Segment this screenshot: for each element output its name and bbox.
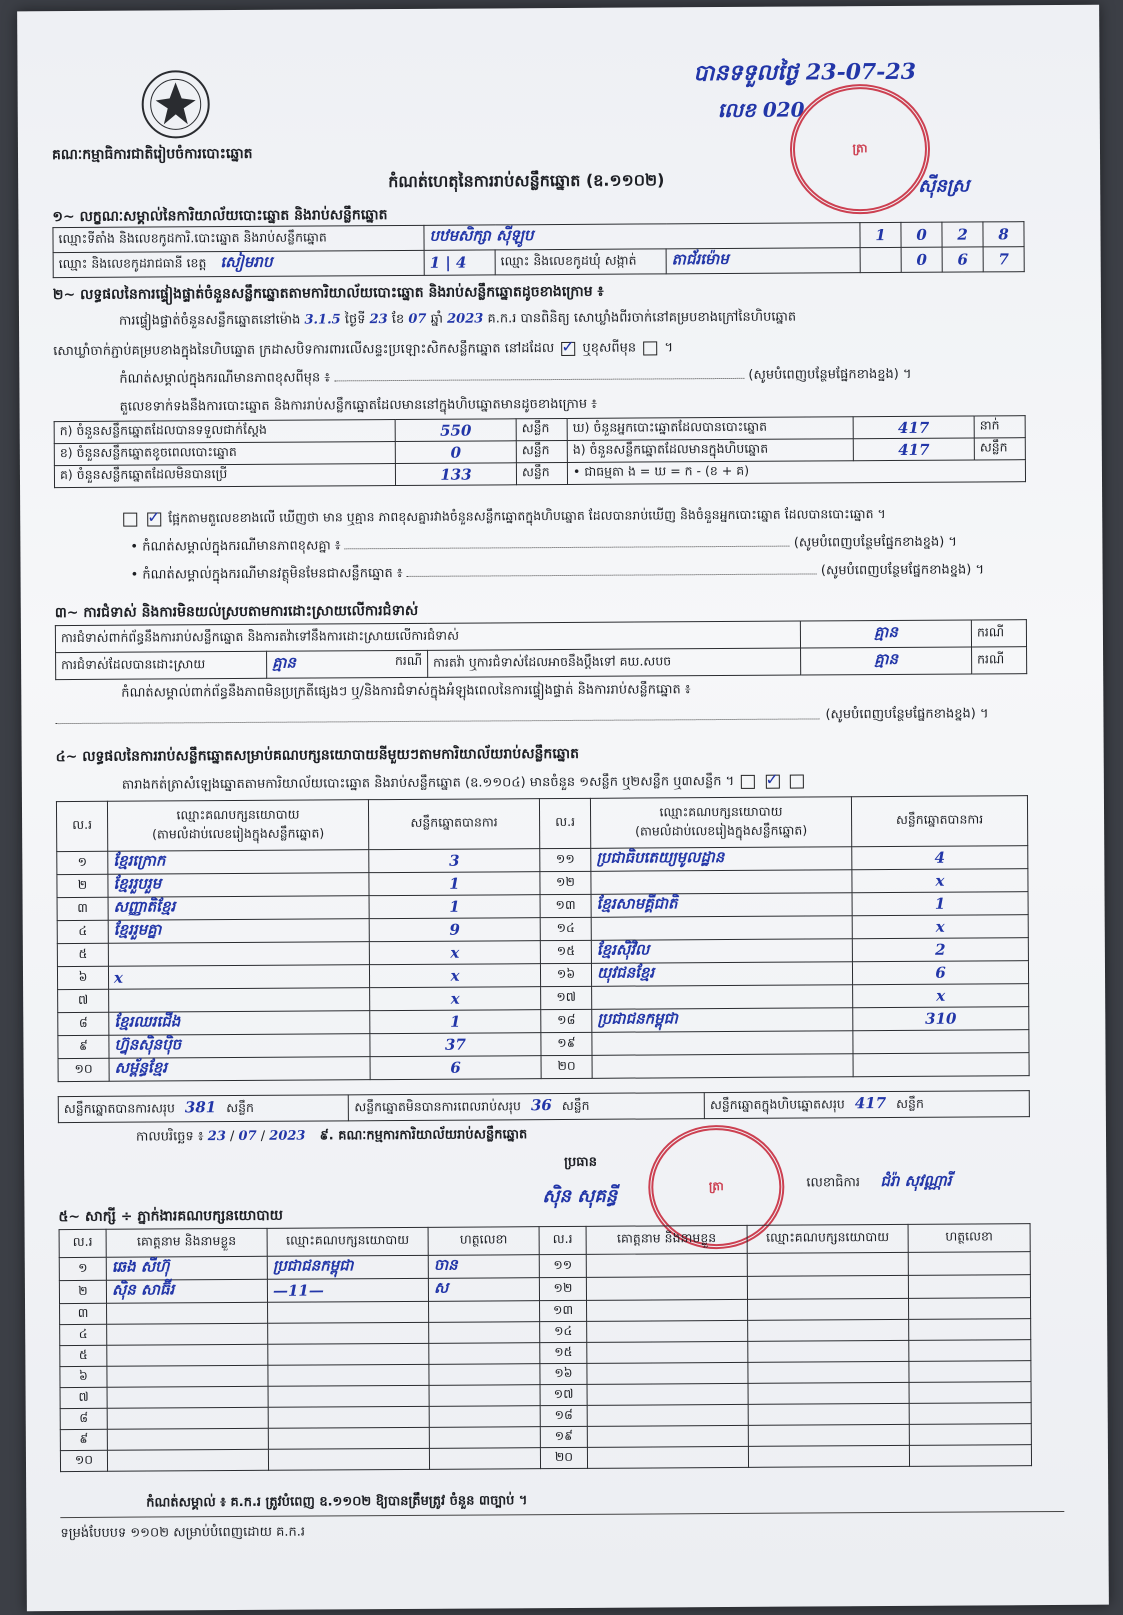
witness-cell-sign xyxy=(429,1343,540,1365)
received-ballots-unit: សន្លឹក xyxy=(516,418,567,440)
verification-line xyxy=(119,309,796,332)
results-cell-votes: 4 xyxy=(852,846,1028,870)
unused-ballots-unit: សន្លឹក xyxy=(516,462,567,484)
section5-title: ៥~ សាក្សី ÷ ភ្នាក់ងារគណបក្សនយោបាយ xyxy=(58,1207,284,1226)
box-ballots-unit: សន្លឹក xyxy=(974,438,1025,460)
secretary-signature: ជំរ៉ា សុវណ្ណារី xyxy=(880,1171,952,1191)
results-cell-votes: 9 xyxy=(369,918,540,942)
col-party-right xyxy=(590,797,851,849)
results-cell-votes: x xyxy=(852,915,1028,939)
spoiled-ballots-unit: សន្លឹក xyxy=(516,440,567,462)
witness-cell-party xyxy=(268,1343,429,1365)
received-ballots-label: ក) ចំនួនសន្លឹកឆ្នោតដែលបានទទួលជាក់ស្ដែង xyxy=(54,420,395,444)
seal-text: សោឃ្លាំចាក់ភ្ជាប់គម្របខាងក្នុងនៃហិបឆ្នោត ក្រដាសបិទការពារលើសន្ទះប្រឡោះសិកសន្លឹកឆ្នោត នៅដដែល xyxy=(53,341,555,360)
results-cell-no: ១៩ xyxy=(541,1032,592,1055)
witness-cell-name xyxy=(587,1341,748,1363)
bullet-foreign-objects xyxy=(131,561,985,585)
results-cell-no: ១៦ xyxy=(540,963,591,986)
location-code-2: 0 xyxy=(901,222,942,247)
witness-cell-sign xyxy=(429,1448,540,1470)
witness-cell-sign xyxy=(908,1252,1030,1276)
witness-cell-sign xyxy=(909,1319,1031,1341)
verification-month: 07 xyxy=(408,311,427,327)
results-row xyxy=(58,1053,1029,1082)
received-note: បានទទួលថ្ងៃ 23-07-23 xyxy=(693,58,917,87)
committee-label: ៩. គណៈកម្មការការិយាល័យរាប់សន្លឹកឆ្នោត xyxy=(319,1127,528,1144)
witness-cell-name xyxy=(107,1386,268,1408)
witness-cell-sign: ស xyxy=(428,1278,539,1302)
signing-date: កាលបរិច្ឆេទ ៖ 23 / 07 / 2023 ៩. គណៈកម្មការការិយាល័យរាប់សន្លឹកឆ្នោត xyxy=(135,1127,528,1145)
total-box-unit: សន្លឹក xyxy=(896,1095,924,1111)
witness-cell-party xyxy=(748,1298,909,1320)
total-valid-label: សន្លឹកឆ្នោតបានការសរុប xyxy=(63,1100,175,1117)
secretary-label: លេខាធិការ xyxy=(806,1175,860,1191)
results-cell-party: ប្រជាធិបតេយ្យមូលដ្ឋាន xyxy=(591,847,852,872)
section4-title: ៤~ លទ្ធផលនៃការរាប់សន្លឹកឆ្នោតសម្រាប់គណបក្សនយោបាយនីមួយៗតាមការិយាល័យរាប់សន្លឹកឆ្នោត xyxy=(55,745,580,766)
results-cell-no: ១៤ xyxy=(540,917,591,940)
results-cell-votes: x xyxy=(852,869,1028,893)
tally-intro-text: តារាងកត់ត្រាសំឡេងឆ្នោតតាមការិយាល័យបោះឆ្នោត និងរាប់សន្លឹកឆ្នោត (ឧ.១១០៤) មានចំនួន ១សន្លឹក ឬ២សន្លឹក ឬ៣សន្លឹក ។ xyxy=(121,773,735,793)
total-invalid-unit: សន្លឹក xyxy=(561,1097,590,1114)
results-cell-party xyxy=(592,1031,853,1056)
witness-cell-no: ២០ xyxy=(540,1447,587,1468)
bullet-difference xyxy=(130,534,957,558)
witness-cell-no: ៧ xyxy=(60,1387,107,1408)
results-cell-party: យុវជនខ្មែរ xyxy=(591,962,852,987)
received-stamp xyxy=(790,84,931,215)
witness-col-party-right: ឈ្មោះគណបក្សនយោបាយ xyxy=(747,1224,908,1253)
witness-cell-party xyxy=(748,1445,909,1467)
total-box-value: 417 xyxy=(854,1094,887,1113)
witness-cell-no: ១៣ xyxy=(540,1300,587,1321)
witness-cell-no: ២ xyxy=(59,1280,106,1303)
total-invalid xyxy=(349,1093,705,1121)
bullet-foreign-fill: (សូមបំពេញបន្ថែមផ្នែកខាងខ្នង) ។ xyxy=(820,562,985,579)
results-cell-no: ១៧ xyxy=(541,986,592,1009)
difference-check-line xyxy=(120,506,886,530)
witness-cell-name xyxy=(587,1404,748,1426)
province-code: 1 | 4 xyxy=(424,250,495,275)
witness-cell-no: ១ xyxy=(59,1257,106,1280)
witness-cell-name xyxy=(107,1344,268,1366)
received-stamp-text: ត្រា xyxy=(852,141,868,156)
results-cell-votes: 37 xyxy=(370,1033,541,1057)
results-cell-no: ៩ xyxy=(58,1035,109,1058)
witness-cell-party xyxy=(748,1403,909,1425)
witness-cell-sign xyxy=(429,1364,540,1386)
received-ballots-value: 550 xyxy=(395,419,516,442)
section2-title: ២~ លទ្ធផលនៃការផ្ទៀងផ្ទាត់ចំនួនសន្លឹកឆ្នោតតាមការិយាល័យបោះឆ្នោត និងរាប់សន្លឹកឆ្នោតដូចខាងក្រោម ៖ xyxy=(52,283,604,304)
witness-cell-name xyxy=(586,1253,747,1277)
unused-ballots-value: 133 xyxy=(395,463,516,486)
voters-label: ឃ) ចំនួនអ្នកបោះឆ្នោតដែលបានបោះឆ្នោត xyxy=(567,417,853,441)
resolved-label: ការជំទាស់ដែលបានដោះស្រាយ xyxy=(56,651,267,679)
col-votes-right: សន្លឹកឆ្នោតបានការ xyxy=(851,796,1027,847)
witness-cell-name xyxy=(107,1302,268,1324)
results-cell-no: ៤ xyxy=(57,920,108,943)
col-no-right: ល.រ xyxy=(539,798,590,848)
results-cell-party: ប្រជាជនកម្ពុជា xyxy=(592,1008,853,1033)
verification-text-a: ការផ្ទៀងផ្ទាត់ចំនួនសន្លឹកឆ្នោតនៅម៉ោង xyxy=(118,312,301,329)
appeal-label: ការតវ៉ា ឬការជំទាស់ដែលអាចនឹងប្ដឹងទៅ គឃ.សបច xyxy=(428,648,801,677)
witness-cell-party xyxy=(268,1427,429,1449)
difference-check-text: ផ្អែកតាមតួលេខខាងលើ ឃើញថា មាន ឬគ្មាន ភាពខុសគ្នារវាងចំនួនសន្លឹកឆ្នោតក្នុងហិបឆ្នោត ដែលបានរាប់ឃើញ និងចំនួនអ្នកបោះឆ្នោត ដែលបានបោះឆ្នោត ។ xyxy=(168,506,886,526)
has-difference-checkbox[interactable] xyxy=(123,512,137,526)
total-invalid-label: សន្លឹកឆ្នោតមិនបានការពេលរាប់សរុប xyxy=(354,1098,521,1115)
commune-code-2: 6 xyxy=(942,247,983,272)
witness-row xyxy=(60,1445,1031,1472)
verification-text-c: ខែ xyxy=(391,311,405,328)
results-cell-votes: 6 xyxy=(852,961,1028,985)
signing-date-day: 23 xyxy=(207,1129,226,1145)
results-cell-votes: 3 xyxy=(369,849,540,873)
witness-cell-party xyxy=(748,1319,909,1341)
col-party xyxy=(107,800,368,852)
box-ballots-value: 417 xyxy=(853,438,974,461)
witness-cell-party xyxy=(268,1301,429,1323)
figures-intro: តួលេខទាក់ទងនឹងការបោះឆ្នោត និងការរាប់សន្លឹកឆ្នោតដែលមាននៅក្នុងហិបឆ្នោតមានដូចខាងក្រោម ៖ xyxy=(119,396,598,415)
spoiled-ballots-value: 0 xyxy=(395,441,516,464)
witness-cell-no: ៣ xyxy=(60,1303,107,1324)
total-box xyxy=(704,1091,1029,1119)
appeal-value: គ្មាន xyxy=(801,647,972,675)
complaints-table xyxy=(55,619,1027,680)
signing-date-label: កាលបរិច្ឆេទ ៖ xyxy=(135,1129,204,1145)
received-number: លេខ 020 xyxy=(717,97,805,123)
results-cell-no: ៧ xyxy=(58,989,109,1012)
witness-cell-sign xyxy=(909,1445,1031,1467)
bullet-foreign-text: • កំណត់សម្គាល់ក្នុងករណីមានវត្ថុមិនមែនជាសន្លឹកឆ្នោត ៖ xyxy=(130,565,403,583)
tally-intro xyxy=(122,773,807,796)
witness-cell-party xyxy=(268,1448,429,1470)
witness-cell-no: ១៤ xyxy=(540,1321,587,1342)
seal-changed-text: ឬខុសពីមុន xyxy=(582,340,637,356)
no-difference-checkbox[interactable] xyxy=(147,512,161,526)
results-cell-no: ២០ xyxy=(541,1055,592,1078)
witness-cell-party xyxy=(748,1361,909,1383)
province-value: សៀមរាប xyxy=(220,252,273,272)
witness-col-name: គោត្តនាម និងនាមខ្លួន xyxy=(106,1228,267,1257)
witness-cell-no: ១៩ xyxy=(540,1426,587,1447)
results-table xyxy=(56,795,1030,1082)
results-cell-votes: x xyxy=(369,941,540,965)
spoiled-ballots-label: ខ) ចំនួនសន្លឹកឆ្នោតខូចពេលបោះឆ្នោត xyxy=(54,442,395,466)
one-sheet-checkbox[interactable] xyxy=(741,774,755,788)
col-party-title: ឈ្មោះគណបក្សនយោបាយ xyxy=(176,806,300,822)
witness-cell-sign xyxy=(909,1340,1031,1362)
total-valid-unit: សន្លឹក xyxy=(226,1099,255,1116)
commune-code-1: 0 xyxy=(901,247,942,272)
witness-cell-sign xyxy=(908,1275,1030,1299)
witness-cell-name xyxy=(107,1365,268,1387)
results-cell-votes xyxy=(853,1053,1029,1077)
results-cell-votes: x xyxy=(370,987,541,1011)
irregularities-note: កំណត់សម្គាល់ពាក់ព័ន្ធនឹងភាពមិនប្រក្រតីផ្សេងៗ ឬ/និងការជំទាស់ក្នុងអំឡុងពេលនៃការផ្ទៀងផ្ទាត់ និងការរាប់សន្លឹកឆ្នោត ៖ xyxy=(121,682,691,701)
chair-label: ប្រធាន xyxy=(564,1154,597,1170)
witness-cell-name xyxy=(107,1428,268,1450)
witness-cell-sign xyxy=(429,1406,540,1428)
results-cell-party: x xyxy=(108,965,369,990)
unused-ballots-label: គ) ចំនួនសន្លឹកឆ្នោតដែលមិនបានប្រើ xyxy=(54,464,395,488)
results-cell-no: ១២ xyxy=(540,871,591,894)
section1-title: ១~ លក្ខណៈសម្គាល់នៃការិយាល័យបោះឆ្នោត និងរាប់សន្លឹកឆ្នោត xyxy=(52,207,388,226)
witness-cell-name xyxy=(587,1320,748,1342)
witness-cell-sign xyxy=(909,1298,1031,1320)
verification-hour: 3.1.5 xyxy=(304,312,341,328)
witness-col-sign: ហត្ថលេខា xyxy=(428,1227,539,1256)
results-cell-votes: 310 xyxy=(853,1007,1029,1031)
seal-line: សោឃ្លាំចាក់ភ្ជាប់គម្របខាងក្នុងនៃហិបឆ្នោត ក្រដាសបិទការពារលើសន្ទះប្រឡោះសិកសន្លឹកឆ្នោត នៅដដែល ✓ ឬខុសពីមុន ។ xyxy=(53,339,673,362)
verification-day: 23 xyxy=(369,312,388,328)
signing-date-month: 07 xyxy=(238,1128,257,1144)
figures-table xyxy=(54,415,1026,488)
results-cell-no: ១៣ xyxy=(540,894,591,917)
witness-cell-no: ៨ xyxy=(60,1408,107,1429)
results-cell-party xyxy=(592,1054,853,1079)
commune-label: ឈ្មោះ និងលេខកូដឃុំ សង្កាត់ xyxy=(495,249,666,275)
total-invalid-value: 36 xyxy=(530,1096,552,1115)
results-cell-votes: 6 xyxy=(370,1056,541,1080)
location-table xyxy=(52,221,1024,278)
province-label-text: ឈ្មោះ និងលេខកូដរាជធានី ខេត្ត xyxy=(58,255,207,272)
two-sheets-checkbox[interactable] xyxy=(765,774,779,788)
results-cell-no: ៥ xyxy=(57,943,108,966)
results-cell-party: ហ្វ៊ុនស៊ិនប៉ិច xyxy=(109,1034,370,1059)
witness-cell-name: ស៊ិន សាធ៊ីរ xyxy=(106,1279,267,1303)
results-cell-party: ខ្មែរក្រោក xyxy=(108,850,369,875)
total-valid-value: 381 xyxy=(184,1098,217,1117)
form-note: ទម្រង់បែបបទ ១១០២ សម្រាប់បំពេញដោយ គ.ក.រ xyxy=(60,1524,306,1542)
results-cell-no: ១ xyxy=(57,851,108,874)
witness-cell-name xyxy=(107,1449,268,1471)
witness-cell-sign xyxy=(909,1361,1031,1383)
witness-cell-sign xyxy=(429,1301,540,1323)
witness-cell-no: ១៦ xyxy=(540,1363,587,1384)
results-cell-party xyxy=(592,985,853,1010)
results-cell-no: ១១ xyxy=(540,848,591,871)
difference-note-fill: (សូមបំពេញបន្ថែមផ្នែកខាងខ្នង) ។ xyxy=(748,366,912,383)
witness-cell-party xyxy=(748,1340,909,1362)
witness-cell-name xyxy=(107,1407,268,1429)
witness-cell-name xyxy=(586,1276,747,1300)
results-cell-party xyxy=(109,988,370,1013)
results-cell-party: ខ្មែរស៊ិវិល xyxy=(591,939,852,964)
location-code-1: 1 xyxy=(860,222,901,247)
office-stamp-center: ត្រា xyxy=(708,1179,724,1194)
totals-table xyxy=(58,1090,1030,1123)
results-cell-party: ខ្មែររួមគ្នា xyxy=(108,919,369,944)
results-cell-votes: 1 xyxy=(369,895,540,919)
resolved-value xyxy=(267,650,428,678)
box-ballots-label: ង) ចំនួនសន្លឹកឆ្នោតដែលមានក្នុងហិបឆ្នោត xyxy=(567,439,853,463)
witness-cell-no: ១១ xyxy=(539,1254,586,1277)
witness-col-sign-right: ហត្ថលេខា xyxy=(908,1224,1030,1253)
col-party-sub: (តាមលំដាប់លេខរៀងក្នុងសន្លឹកឆ្នោត) xyxy=(152,824,325,842)
verification-year: 2023 xyxy=(447,311,484,327)
witness-cell-sign xyxy=(429,1322,540,1344)
col-party-right-title: ឈ្មោះគណបក្សនយោបាយ xyxy=(659,803,783,819)
results-cell-votes: 1 xyxy=(369,872,540,896)
witness-cell-name xyxy=(587,1299,748,1321)
section3-title: ៣~ ការជំទាស់ និងការមិនយល់ស្របតាមការដោះស្រាយលើការជំទាស់ xyxy=(54,602,419,622)
witness-cell-party xyxy=(747,1252,908,1276)
changed-checkbox[interactable] xyxy=(643,341,657,355)
difference-note-label: កំណត់សម្គាល់ក្នុងករណីមានភាពខុសពីមុន ៖ xyxy=(119,370,331,387)
witness-cell-name xyxy=(587,1383,748,1405)
verification-text-e: គ.ក.រ បានពិនិត្យ សោឃ្លាំងពីរចាក់នៅគម្របខាងក្រៅនៃហិបឆ្នោត xyxy=(487,309,797,327)
total-valid xyxy=(58,1095,349,1123)
results-cell-votes: x xyxy=(853,984,1029,1008)
results-cell-party: ខ្មែររួបរួម xyxy=(108,873,369,898)
received-signer: ស៊ីនស្រ xyxy=(918,175,970,197)
results-cell-votes xyxy=(853,1030,1029,1054)
irregularities-fill: (សូមបំពេញបន្ថែមផ្នែកខាងខ្នង) ។ xyxy=(825,706,989,723)
witness-cell-no: ១៨ xyxy=(540,1405,587,1426)
results-cell-votes: 1 xyxy=(852,892,1028,916)
results-cell-party: ខ្មែរសាមគ្គីជាតិ xyxy=(591,893,852,918)
witness-cell-sign xyxy=(429,1427,540,1449)
voters-value: 417 xyxy=(853,416,974,439)
results-cell-no: ៨ xyxy=(58,1012,109,1035)
unchanged-checkbox[interactable] xyxy=(561,341,575,355)
witness-cell-party: —11— xyxy=(267,1278,428,1302)
appeal-unit: ករណី xyxy=(972,647,1027,674)
difference-note xyxy=(119,365,1049,390)
location-value: បឋមសិក្សា ស៊ីឡូប xyxy=(424,223,860,251)
resolved-unit: ករណី xyxy=(394,652,423,669)
witness-cell-name xyxy=(587,1446,748,1468)
results-cell-votes: 2 xyxy=(852,938,1028,962)
results-cell-no: ១០ xyxy=(58,1058,109,1081)
verification-text-d: ឆ្នាំ xyxy=(430,311,444,327)
results-cell-party: សញ្ញាតិខ្មែរ xyxy=(108,896,369,921)
witness-cell-no: ៦ xyxy=(60,1366,107,1387)
results-cell-party xyxy=(108,942,369,967)
verification-text-b: ថ្ងៃទី xyxy=(344,312,366,328)
witness-cell-no: ១០ xyxy=(60,1450,107,1471)
results-cell-no: ១៨ xyxy=(541,1009,592,1032)
witness-cell-party xyxy=(268,1322,429,1344)
witness-cell-name xyxy=(587,1362,748,1384)
results-cell-party: សម្ព័ន្ធខ្មែរ xyxy=(109,1057,370,1082)
resolved-value-text: គ្មាន xyxy=(272,653,296,672)
irregularities-line xyxy=(55,718,819,724)
results-cell-party xyxy=(591,916,852,941)
witness-cell-no: ៤ xyxy=(60,1324,107,1345)
witness-col-name-right: គោត្តនាម និងនាមខ្លួន xyxy=(586,1225,747,1254)
nec-logo-icon xyxy=(139,68,211,140)
col-no: ល.រ xyxy=(56,801,107,851)
chair-signature: ស៊ិន សុគន្ធី xyxy=(542,1185,618,1208)
results-body xyxy=(57,846,1029,1082)
witness-cell-sign xyxy=(429,1385,540,1407)
formula-note: • ជាធម្មតា ង = ឃ = ក - (ខ + គ) xyxy=(567,460,1025,485)
witness-cell-name xyxy=(587,1425,748,1447)
province-label xyxy=(53,250,424,277)
figures-row xyxy=(54,460,1025,488)
col-party-right-sub: (តាមលំដាប់លេខរៀងក្នុងសន្លឹកឆ្នោត) xyxy=(634,822,808,839)
witness-col-party: ឈ្មោះគណបក្សនយោបាយ xyxy=(267,1227,428,1256)
witness-cell-party xyxy=(747,1275,908,1299)
witness-table xyxy=(59,1223,1032,1472)
footnote: កំណត់សម្គាល់ ៖ គ.ក.រ ត្រូវបំពេញ ឧ.១១០២ ឱ្យបានត្រឹមត្រូវ ចំនួន ៣ច្បាប់ ។ xyxy=(146,1493,528,1511)
witness-cell-party xyxy=(268,1364,429,1386)
location-code-3: 2 xyxy=(942,222,983,247)
location-code-4: 8 xyxy=(983,222,1024,247)
complaints-value: គ្មាន xyxy=(800,620,971,648)
witness-cell-no: ១៥ xyxy=(540,1342,587,1363)
witness-col-no-right: ល.រ xyxy=(539,1226,586,1254)
province-code-2: 4 xyxy=(455,253,467,272)
results-cell-no: ៣ xyxy=(57,897,108,920)
witness-cell-party xyxy=(268,1406,429,1428)
form-sheet xyxy=(17,5,1109,1612)
witness-cell-party: ប្រជាជនកម្ពុជា xyxy=(267,1255,428,1279)
witness-cell-party xyxy=(268,1385,429,1407)
total-box-label: សន្លឹកឆ្នោតក្នុងហិបឆ្នោតសរុប xyxy=(709,1096,845,1113)
results-cell-party xyxy=(591,870,852,895)
results-cell-party: ខ្មែរឈរជើង xyxy=(109,1011,370,1036)
voters-unit: នាក់ xyxy=(974,416,1025,438)
results-cell-votes: 1 xyxy=(370,1010,541,1034)
witness-cell-name xyxy=(107,1323,268,1345)
complaints-unit: ករណី xyxy=(971,620,1026,647)
province-code-1: 1 xyxy=(429,253,441,272)
commune-code-3: 7 xyxy=(983,247,1024,272)
witness-cell-no: ៥ xyxy=(60,1345,107,1366)
complaints-label: ការជំទាស់ពាក់ព័ន្ធនឹងការរាប់សន្លឹកឆ្នោត និងការតវ៉ាទៅនឹងការដោះស្រាយលើការជំទាស់ xyxy=(55,621,800,653)
witness-col-no: ល.រ xyxy=(59,1229,106,1257)
results-cell-no: ២ xyxy=(57,874,108,897)
location-label: ឈ្មោះទីតាំង និងលេខកូដការិ.បោះឆ្នោត និងរាប់សន្លឹកឆ្នោត xyxy=(53,225,424,252)
col-votes: សន្លឹកឆ្នោតបានការ xyxy=(368,799,539,850)
witness-cell-sign xyxy=(909,1424,1031,1446)
witness-cell-name: ឆេង សីហ៊ុ xyxy=(106,1256,267,1280)
results-cell-no: ១៥ xyxy=(540,940,591,963)
results-cell-no: ៦ xyxy=(57,966,108,989)
witness-cell-no: ១២ xyxy=(539,1277,586,1300)
results-cell-votes: x xyxy=(369,964,540,988)
witness-cell-no: ៩ xyxy=(60,1429,107,1450)
witness-cell-sign: ចាន xyxy=(428,1255,539,1279)
witness-cell-no: ១៧ xyxy=(540,1384,587,1405)
witness-cell-sign xyxy=(909,1382,1031,1404)
witness-body xyxy=(59,1252,1031,1472)
three-sheets-checkbox[interactable] xyxy=(790,774,804,788)
witness-cell-party xyxy=(748,1382,909,1404)
witness-cell-party xyxy=(748,1424,909,1446)
commune-value: តាជ័រម៉ោម xyxy=(666,248,860,274)
form-title: កំណត់ហេតុនៃការរាប់សន្លឹកឆ្នោត (ឧ.១១០២) xyxy=(388,170,665,192)
witness-cell-sign xyxy=(909,1403,1031,1425)
signing-date-year: 2023 xyxy=(269,1128,306,1144)
bullet-difference-fill: (សូមបំពេញបន្ថែមផ្នែកខាងខ្នង) ។ xyxy=(793,534,958,551)
org-name: គណៈកម្មាធិការជាតិរៀបចំការបោះឆ្នោត xyxy=(51,145,253,164)
bullet-difference-text: • កំណត់សម្គាល់ក្នុងករណីមានភាពខុសគ្នា ៖ xyxy=(130,538,341,555)
